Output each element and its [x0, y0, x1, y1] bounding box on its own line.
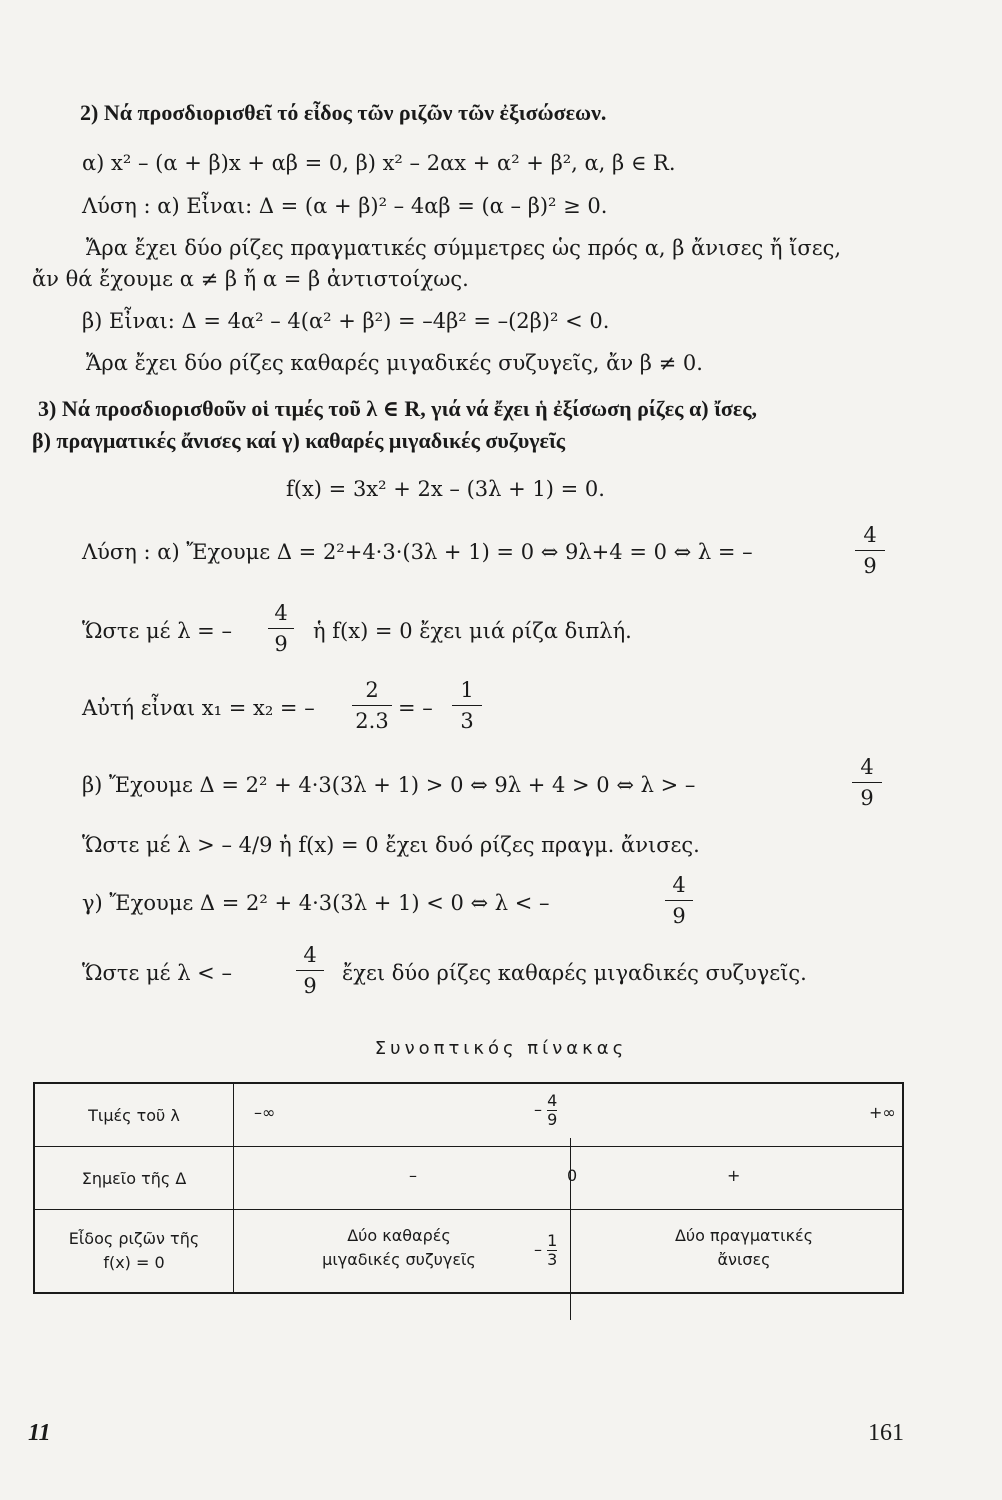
problem-3-hence-c-post: ἔχει δύο ρίζες καθαρές μιγαδικές συζυγεῖς.	[342, 961, 807, 985]
problem-3-hence-b: Ὥστε μέ λ > – 4/9 ἡ f(x) = 0 ἔχει δυό ρίζες πραγμ. ἄνισες.	[82, 833, 700, 857]
sign-positive: +	[727, 1166, 741, 1185]
table-row	[34, 1083, 903, 1147]
table-row	[34, 1147, 903, 1210]
fraction-4-9-c: 4 9	[852, 754, 882, 811]
page-number: 161	[868, 1420, 904, 1446]
summary-table-title: Συνοπτικός πίνακας	[374, 1038, 628, 1059]
fraction-4-9-b: 4 9	[268, 600, 294, 657]
problem-3-function: f(x) = 3x² + 2x – (3λ + 1) = 0.	[286, 477, 605, 501]
problem-3-solution-c: γ) Ἔχουμε Δ = 2² + 4·3(3λ + 1) < 0 ⇔ λ < –	[82, 891, 550, 915]
chapter-number: 11	[28, 1420, 51, 1446]
left-kind-label: Δύο καθαρές μιγαδικές συζυγεῖς	[322, 1226, 476, 1269]
problem-3-heading-line2: β) πραγματικές ἄνισες καί γ) καθαρές μιγαδικές συζυγεῖς	[32, 428, 566, 453]
problem-3-heading-line1: 3) Νά προσδιορισθοῦν οἱ τιμές τοῦ λ ∈ R, γιά νά ἔχει ἡ ἐξίσωση ρίζες α) ἴσες,	[38, 396, 758, 421]
sign-negative: –	[409, 1166, 417, 1185]
right-kind-label: Δύο πραγματικές ἄνισες	[674, 1226, 814, 1269]
problem-3-solution-b: β) Ἔχουμε Δ = 2² + 4·3(3λ + 1) > 0 ⇔ 9λ + 4 > 0 ⇔ λ > –	[82, 773, 696, 797]
problem-3-hence-a-post: ἡ f(x) = 0 ἔχει μιά ρίζα διπλή.	[313, 619, 632, 643]
problem-3-hence-a-pre: Ὥστε μέ λ = –	[82, 619, 232, 643]
problem-3-root-pre: Αὐτή εἶναι x₁ = x₂ = –	[82, 696, 315, 720]
neg-infinity: –∞	[254, 1103, 276, 1122]
summary-table	[33, 1082, 904, 1294]
critical-lambda-value: – $\frac{4}{9}$	[534, 1091, 558, 1129]
problem-2-conclusion-a-line2: ἄν θά ἔχουμε α ≠ β ἤ α = β ἀντιστοίχως.	[32, 267, 469, 291]
table-row	[34, 1210, 903, 1294]
fraction-4-9-d: 4 9	[665, 872, 693, 929]
row-label-sign-delta: Σημεῖο τῆς Δ	[34, 1147, 234, 1210]
fraction-2-2x3: 2 2.3	[352, 677, 392, 734]
table-divider-line	[570, 1138, 571, 1320]
row-label-lambda-values: Τιμές τοῦ λ	[34, 1083, 234, 1147]
problem-2-equations: α) x² – (α + β)x + αβ = 0, β) x² – 2αx + α² + β², α, β ∈ R.	[82, 151, 676, 175]
problem-2-solution-a: Λύση : α) Εἶναι: Δ = (α + β)² – 4αβ = (α – β)² ≥ 0.	[82, 194, 608, 218]
sign-zero: 0	[567, 1166, 578, 1185]
pos-infinity: +∞	[869, 1103, 896, 1122]
row-label-root-kind: Εἶδος ριζῶν τῆς f(x) = 0	[34, 1210, 234, 1294]
problem-2-solution-b: β) Εἶναι: Δ = 4α² – 4(α² + β²) = –4β² = –(2β)² < 0.	[82, 309, 610, 333]
problem-3-solution-a: Λύση : α) Ἔχουμε Δ = 2²+4·3·(3λ + 1) = 0 ⇔ 9λ+4 = 0 ⇔ λ = –	[82, 540, 753, 564]
problem-2-heading: 2) Νά προσδιορισθεῖ τό εἶδος τῶν ριζῶν τῶν ἐξισώσεων.	[80, 100, 607, 125]
fraction-1-3: 1 3	[452, 677, 482, 734]
middle-fraction: – $\frac{1}{3}$	[534, 1231, 558, 1269]
fraction-4-9-e: 4 9	[296, 942, 324, 999]
problem-3-root-mid: = –	[398, 696, 433, 720]
problem-2-conclusion-a-line1: Ἄρα ἔχει δύο ρίζες πραγματικές σύμμετρες ὡς πρός α, β ἄνισες ἤ ἴσες,	[86, 236, 842, 260]
problem-3-hence-c-pre: Ὥστε μέ λ < –	[82, 961, 232, 985]
fraction-4-9-a: 4 9	[855, 522, 885, 579]
problem-2-conclusion-b: Ἄρα ἔχει δύο ρίζες καθαρές μιγαδικές συζυγεῖς, ἄν β ≠ 0.	[86, 351, 703, 375]
